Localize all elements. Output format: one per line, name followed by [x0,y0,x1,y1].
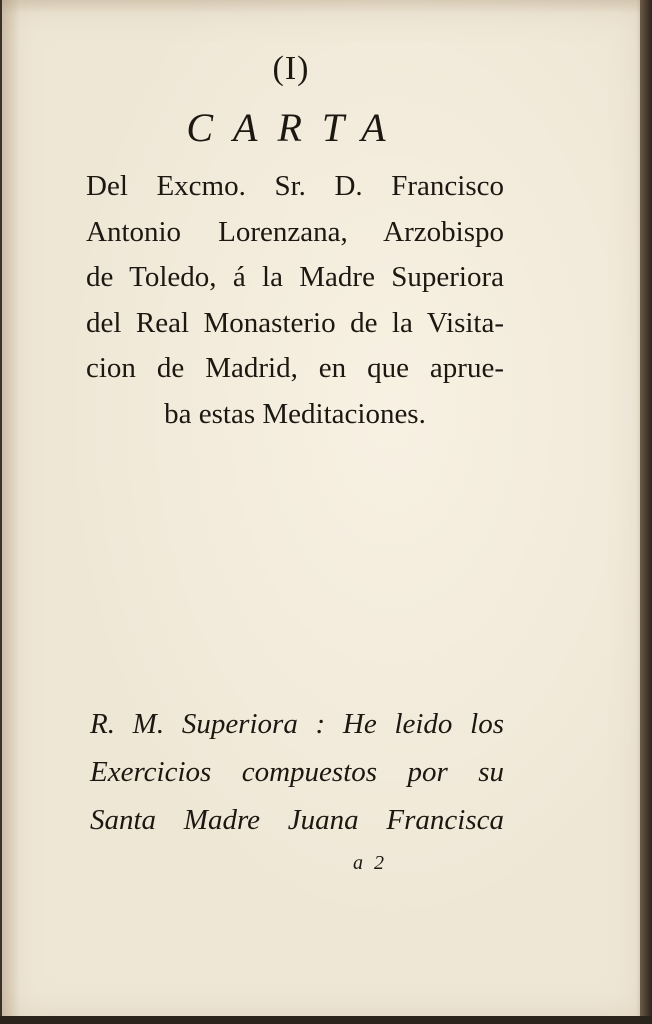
title-line: Antonio Lorenzana, Arzobispo [86,215,504,248]
page-number: (I) [272,50,310,87]
title-line: de Toledo, á la Madre Superiora [86,261,504,293]
letter-heading: CARTA [186,105,406,150]
title-line: del Real Monasterio de la Visita- [86,306,504,339]
body-line: R. M. Superiora : He leido los [90,708,504,740]
letter-title [86,164,504,437]
signature-mark: a 2 [353,852,387,874]
title-line: ba estas Meditaciones. [164,397,426,430]
body-line: Exercicios compuestos por su [90,756,504,788]
title-line: cion de Madrid, en que aprue- [86,352,504,384]
body-line: Santa Madre Juana Francisca [90,804,504,836]
title-line: Del Excmo. Sr. D. Francisco [86,170,504,202]
letter-body [90,700,504,844]
page-edge-bottom [0,1016,652,1024]
